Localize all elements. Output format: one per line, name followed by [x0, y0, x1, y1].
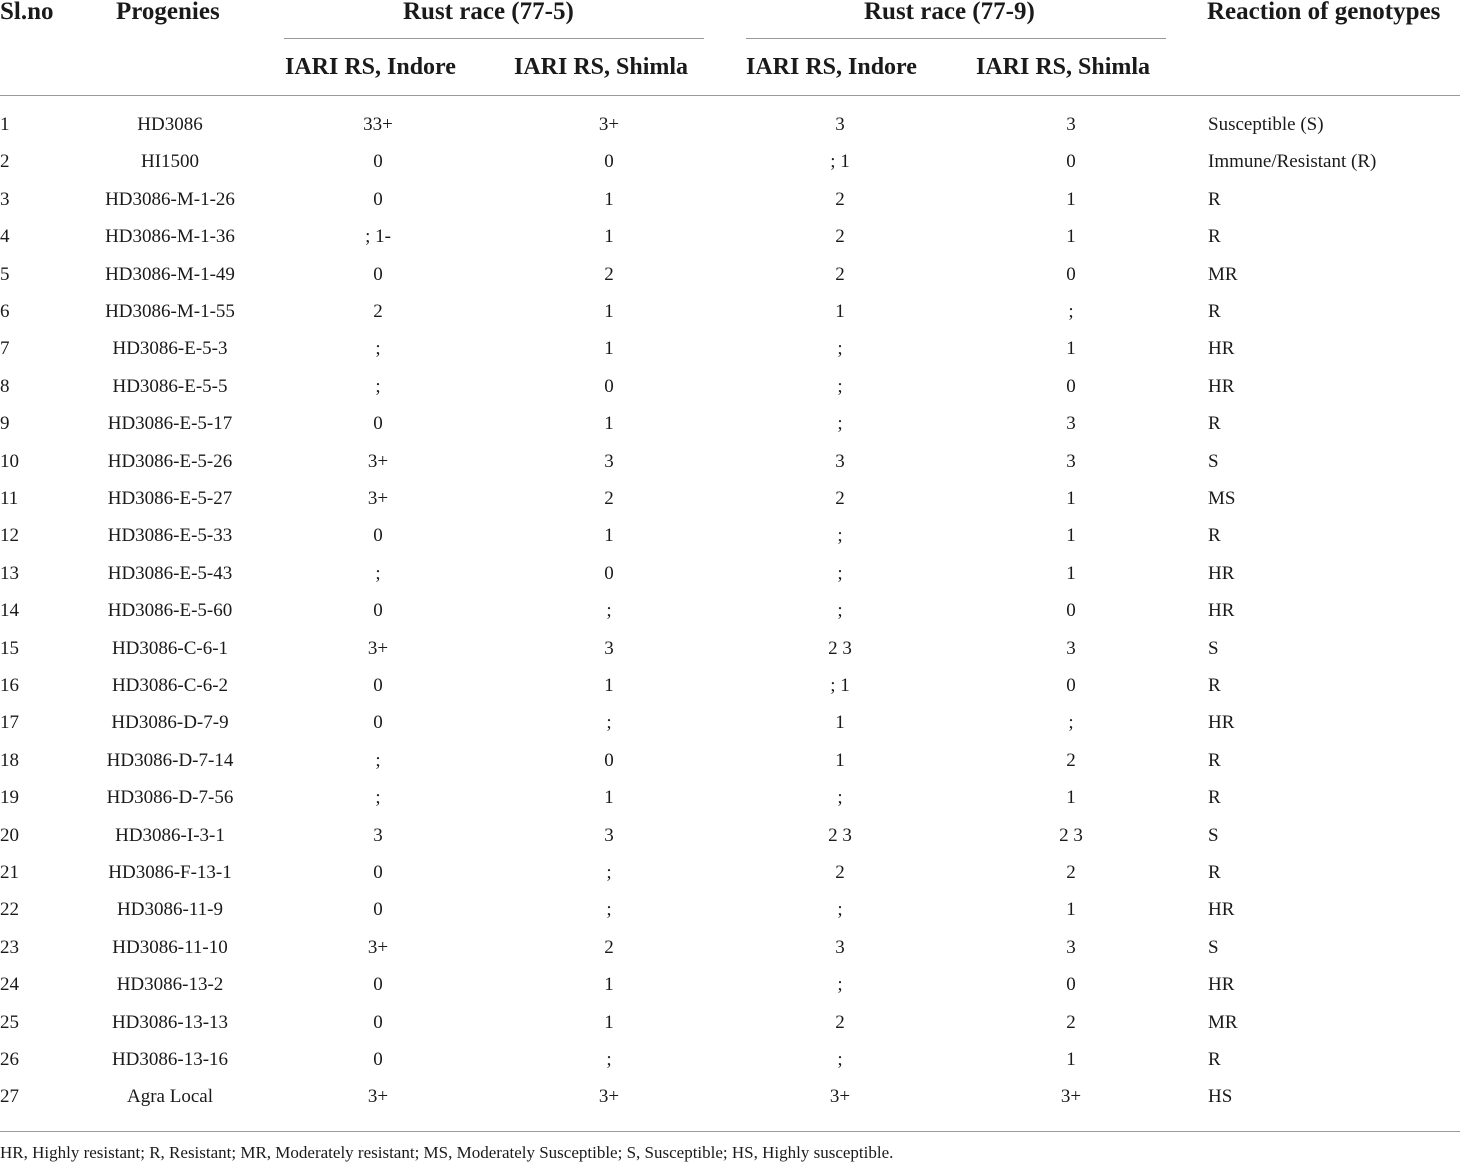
cell-slno: 24	[0, 974, 19, 996]
cell-race1-shimla: ;	[606, 712, 612, 734]
cell-race1-indore: 0	[373, 600, 383, 622]
table-row	[0, 675, 1460, 712]
cell-race2-shimla: 0	[1066, 675, 1076, 696]
table-row	[0, 787, 1460, 824]
cell-race2-indore: ;	[837, 1049, 843, 1070]
cell-race1-indore: 33+	[363, 114, 393, 135]
cell-slno: 21	[0, 862, 19, 883]
cell-race2-indore: ;	[837, 899, 843, 921]
cell-race2-shimla: 0	[1066, 151, 1076, 173]
cell-race1-shimla: ;	[606, 1049, 612, 1070]
cell-slno: 27	[0, 1086, 19, 1108]
cell-progeny: HD3086-C-6-1	[111, 637, 229, 659]
cell-slno: 26	[0, 1049, 19, 1070]
cell-race2-shimla: 3+	[1060, 1086, 1082, 1108]
cell-race1-shimla: 0	[604, 151, 614, 173]
cell-slno: 6	[0, 301, 10, 322]
cell-race1-indore: 0	[373, 1011, 383, 1033]
cell-race2-indore: 2	[835, 862, 845, 883]
cell-race1-shimla: 1	[604, 675, 614, 696]
cell-race1-indore: 0	[373, 1049, 383, 1070]
cell-reaction: R	[1208, 301, 1221, 322]
table-row	[0, 974, 1460, 1011]
cell-race2-shimla: ;	[1068, 301, 1074, 322]
cell-progeny: HD3086-E-5-33	[107, 525, 233, 547]
cell-reaction: R	[1208, 226, 1221, 248]
cell-race2-indore: 3	[835, 450, 845, 472]
table-row	[0, 301, 1460, 338]
cell-race2-indore: 1	[835, 749, 845, 771]
cell-reaction: HR	[1208, 974, 1235, 996]
table-row	[0, 451, 1460, 488]
cell-reaction: HS	[1208, 1086, 1233, 1108]
cell-race2-shimla: 0	[1066, 600, 1076, 622]
cell-progeny: HD3086-13-16	[111, 1049, 229, 1070]
cell-race1-shimla: 2	[604, 936, 614, 958]
cell-reaction: R	[1208, 787, 1221, 809]
cell-race1-indore: 3+	[367, 450, 389, 472]
cell-progeny: HD3086-M-1-36	[105, 226, 235, 248]
cell-progeny: HD3086-11-10	[112, 936, 228, 958]
cell-race1-indore: 2	[373, 301, 383, 322]
cell-race1-indore: 3+	[367, 936, 389, 958]
cell-slno: 11	[0, 488, 19, 509]
table-row	[0, 825, 1460, 862]
table-row	[0, 114, 1460, 151]
cell-progeny: Agra Local	[127, 1086, 213, 1108]
cell-reaction: MR	[1208, 1011, 1238, 1033]
cell-race1-indore: 0	[373, 712, 383, 734]
cell-race1-indore: 0	[373, 263, 383, 285]
cell-race1-indore: 0	[373, 899, 383, 921]
cell-race2-indore: 3	[835, 936, 845, 958]
cell-race1-shimla: 1	[604, 525, 614, 547]
cell-race2-shimla: 0	[1066, 375, 1076, 397]
cell-race1-shimla: 3	[604, 450, 614, 472]
cell-reaction: S	[1208, 637, 1219, 659]
table-footnote: HR, Highly resistant; R, Resistant; MR, Moderately resistant; MS, Moderately Susceptible; S, Susceptible; HS, Highly susceptible.	[0, 1143, 894, 1162]
cell-race1-shimla: 1	[604, 338, 614, 360]
cell-progeny: HD3086-13-13	[111, 1011, 229, 1033]
cell-race1-indore: ;	[375, 562, 381, 584]
cell-slno: 1	[0, 114, 10, 135]
cell-slno: 23	[0, 936, 19, 958]
cell-race1-indore: ; 1-	[365, 226, 391, 248]
cell-slno: 15	[0, 637, 19, 659]
cell-race2-shimla: 1	[1066, 338, 1076, 360]
cell-slno: 9	[0, 413, 10, 435]
cell-slno: 18	[0, 749, 19, 771]
cell-race1-shimla: 2	[604, 263, 614, 285]
cell-progeny: HD3086-E-5-5	[112, 375, 228, 397]
cell-race2-shimla: 3	[1066, 413, 1076, 435]
cell-race1-shimla: 1	[604, 301, 614, 322]
table-row	[0, 750, 1460, 787]
cell-slno: 4	[0, 226, 10, 248]
cell-reaction: HR	[1208, 375, 1235, 397]
cell-progeny: HD3086-11-9	[117, 899, 223, 921]
cell-race1-indore: ;	[375, 338, 381, 360]
cell-race2-indore: 2 3	[828, 824, 852, 846]
table-row	[0, 862, 1460, 899]
cell-race2-indore: ;	[837, 525, 843, 547]
cell-race2-indore: ;	[837, 413, 843, 435]
cell-race2-shimla: 1	[1066, 488, 1076, 509]
header-bottom-rule	[0, 95, 1460, 96]
cell-slno: 16	[0, 675, 19, 696]
table-row	[0, 899, 1460, 936]
cell-race2-indore: 2	[835, 1011, 845, 1033]
subheader-indore-2: IARI RS, Indore	[746, 54, 917, 80]
cell-race2-indore: 2	[835, 488, 845, 509]
cell-reaction: HR	[1208, 899, 1235, 921]
cell-race2-shimla: 2 3	[1059, 824, 1083, 846]
table-row	[0, 1049, 1460, 1086]
table-row	[0, 413, 1460, 450]
cell-race2-indore: 1	[835, 712, 845, 734]
cell-race1-shimla: 1	[604, 974, 614, 996]
table-bottom-rule	[0, 1131, 1460, 1132]
header-progenies: Progenies	[116, 0, 220, 25]
cell-race2-indore: 3	[835, 114, 845, 135]
cell-race1-indore: ;	[375, 749, 381, 771]
cell-race2-shimla: 1	[1066, 787, 1076, 809]
cell-race1-indore: ;	[375, 787, 381, 809]
cell-race2-shimla: 0	[1066, 974, 1076, 996]
cell-race2-indore: 2	[835, 188, 845, 210]
header-reaction: Reaction of genotypes	[1207, 0, 1441, 25]
cell-reaction: HR	[1208, 338, 1235, 360]
cell-race1-shimla: ;	[606, 600, 612, 622]
table-row	[0, 226, 1460, 263]
cell-race2-indore: ;	[837, 787, 843, 809]
cell-race1-shimla: 3	[604, 637, 614, 659]
cell-race2-shimla: 1	[1066, 562, 1076, 584]
cell-progeny: HI1500	[140, 151, 200, 173]
cell-race2-shimla: 1	[1066, 188, 1076, 210]
cell-progeny: HD3086	[137, 114, 203, 135]
cell-race1-indore: ;	[375, 375, 381, 397]
table-row	[0, 189, 1460, 226]
cell-reaction: R	[1208, 188, 1221, 210]
cell-slno: 20	[0, 824, 19, 846]
cell-progeny: HD3086-E-5-27	[107, 488, 233, 509]
cell-progeny: HD3086-C-6-2	[111, 675, 229, 696]
table-row	[0, 151, 1460, 188]
cell-progeny: HD3086-F-13-1	[108, 862, 232, 883]
cell-reaction: HR	[1208, 712, 1235, 734]
cell-race2-indore: 1	[835, 301, 845, 322]
cell-reaction: Susceptible (S)	[1208, 114, 1324, 135]
cell-race1-indore: 0	[373, 188, 383, 210]
cell-race1-shimla: 3+	[598, 1086, 620, 1108]
cell-race2-shimla: 1	[1066, 525, 1076, 547]
cell-progeny: HD3086-M-1-49	[105, 263, 235, 285]
table-row	[0, 488, 1460, 525]
cell-race1-indore: 3+	[367, 1086, 389, 1108]
cell-race2-indore: 2	[835, 263, 845, 285]
cell-reaction: S	[1208, 936, 1219, 958]
table-row	[0, 264, 1460, 301]
header-slno: Sl.no	[0, 0, 54, 25]
cell-race2-indore: ; 1	[830, 675, 850, 696]
cell-reaction: R	[1208, 1049, 1221, 1070]
cell-race1-indore: 0	[373, 413, 383, 435]
cell-race1-shimla: 0	[604, 749, 614, 771]
cell-reaction: R	[1208, 525, 1221, 547]
cell-race1-indore: 3+	[367, 488, 389, 509]
table-row	[0, 1012, 1460, 1049]
cell-progeny: HD3086-E-5-3	[112, 338, 228, 360]
table-row	[0, 1086, 1460, 1123]
race2-group-rule	[746, 38, 1166, 39]
cell-race1-indore: 0	[373, 525, 383, 547]
subheader-shimla-1: IARI RS, Shimla	[514, 54, 689, 80]
cell-progeny: HD3086-E-5-60	[107, 600, 233, 622]
cell-progeny: HD3086-13-2	[116, 974, 224, 996]
cell-reaction: MS	[1208, 488, 1236, 509]
cell-race2-indore: ;	[837, 562, 843, 584]
cell-slno: 5	[0, 263, 10, 285]
cell-race1-indore: 3+	[367, 637, 389, 659]
cell-race1-indore: 0	[373, 862, 383, 883]
table-row	[0, 937, 1460, 974]
cell-slno: 13	[0, 562, 19, 584]
cell-race1-shimla: ;	[606, 862, 612, 883]
cell-race2-indore: 3+	[829, 1086, 851, 1108]
cell-race1-indore: 0	[373, 974, 383, 996]
cell-slno: 12	[0, 525, 19, 547]
cell-race2-indore: ;	[837, 375, 843, 397]
cell-race1-indore: 3	[373, 824, 383, 846]
cell-race2-indore: ; 1	[830, 151, 850, 173]
cell-reaction: R	[1208, 413, 1221, 435]
cell-progeny: HD3086-I-3-1	[115, 824, 225, 846]
cell-race2-indore: ;	[837, 338, 843, 360]
cell-slno: 7	[0, 338, 10, 360]
cell-race1-shimla: 3	[604, 824, 614, 846]
cell-slno: 19	[0, 787, 19, 809]
cell-reaction: MR	[1208, 263, 1238, 285]
subheader-indore-1: IARI RS, Indore	[285, 54, 456, 80]
cell-race2-indore: 2 3	[828, 637, 852, 659]
cell-slno: 22	[0, 899, 19, 921]
cell-slno: 3	[0, 188, 10, 210]
cell-reaction: R	[1208, 749, 1221, 771]
cell-race2-shimla: 3	[1066, 450, 1076, 472]
race1-group-rule	[284, 38, 704, 39]
header-rust-race-77-5: Rust race (77-5)	[403, 0, 574, 25]
table-row	[0, 338, 1460, 375]
cell-slno: 8	[0, 375, 10, 397]
cell-race1-shimla: 1	[604, 188, 614, 210]
cell-progeny: HD3086-E-5-17	[107, 413, 233, 435]
cell-reaction: S	[1208, 824, 1219, 846]
cell-race2-indore: ;	[837, 974, 843, 996]
cell-race1-shimla: ;	[606, 899, 612, 921]
cell-slno: 14	[0, 600, 19, 622]
cell-slno: 17	[0, 712, 19, 734]
cell-race2-shimla: 3	[1066, 637, 1076, 659]
cell-race2-indore: 2	[835, 226, 845, 248]
cell-progeny: HD3086-D-7-14	[106, 749, 234, 771]
cell-race1-shimla: 1	[604, 1011, 614, 1033]
cell-race2-indore: ;	[837, 600, 843, 622]
cell-race2-shimla: 3	[1066, 114, 1076, 135]
cell-slno: 2	[0, 151, 10, 173]
cell-reaction: Immune/Resistant (R)	[1208, 151, 1377, 173]
cell-race1-shimla: 0	[604, 562, 614, 584]
cell-race2-shimla: 1	[1066, 899, 1076, 921]
cell-race2-shimla: 1	[1066, 1049, 1076, 1070]
cell-race1-shimla: 2	[604, 488, 614, 509]
cell-race1-shimla: 1	[604, 787, 614, 809]
cell-progeny: HD3086-M-1-55	[105, 301, 235, 322]
cell-progeny: HD3086-E-5-26	[107, 450, 233, 472]
cell-progeny: HD3086-D-7-9	[111, 712, 229, 734]
cell-race1-indore: 0	[373, 151, 383, 173]
header-rust-race-77-9: Rust race (77-9)	[864, 0, 1035, 25]
cell-race1-shimla: 1	[604, 226, 614, 248]
cell-race1-shimla: 0	[604, 375, 614, 397]
cell-race2-shimla: ;	[1068, 712, 1074, 734]
table-row	[0, 600, 1460, 637]
cell-race2-shimla: 2	[1066, 749, 1076, 771]
cell-reaction: S	[1208, 450, 1219, 472]
cell-progeny: HD3086-E-5-43	[107, 562, 233, 584]
table-row	[0, 638, 1460, 675]
cell-slno: 25	[0, 1011, 19, 1033]
cell-race2-shimla: 2	[1066, 1011, 1076, 1033]
cell-race1-shimla: 3+	[598, 114, 620, 135]
cell-slno: 10	[0, 450, 19, 472]
cell-race1-shimla: 1	[604, 413, 614, 435]
cell-race2-shimla: 2	[1066, 862, 1076, 883]
cell-race2-shimla: 3	[1066, 936, 1076, 958]
cell-progeny: HD3086-M-1-26	[105, 188, 235, 210]
table-row	[0, 563, 1460, 600]
table-row	[0, 376, 1460, 413]
subheader-shimla-2: IARI RS, Shimla	[976, 54, 1151, 80]
cell-race1-indore: 0	[373, 675, 383, 696]
cell-reaction: R	[1208, 675, 1221, 696]
cell-reaction: HR	[1208, 562, 1235, 584]
cell-progeny: HD3086-D-7-56	[106, 787, 234, 809]
table-row	[0, 525, 1460, 562]
cell-race2-shimla: 0	[1066, 263, 1076, 285]
cell-race2-shimla: 1	[1066, 226, 1076, 248]
cell-reaction: R	[1208, 862, 1221, 883]
table-row	[0, 712, 1460, 749]
cell-reaction: HR	[1208, 600, 1235, 622]
